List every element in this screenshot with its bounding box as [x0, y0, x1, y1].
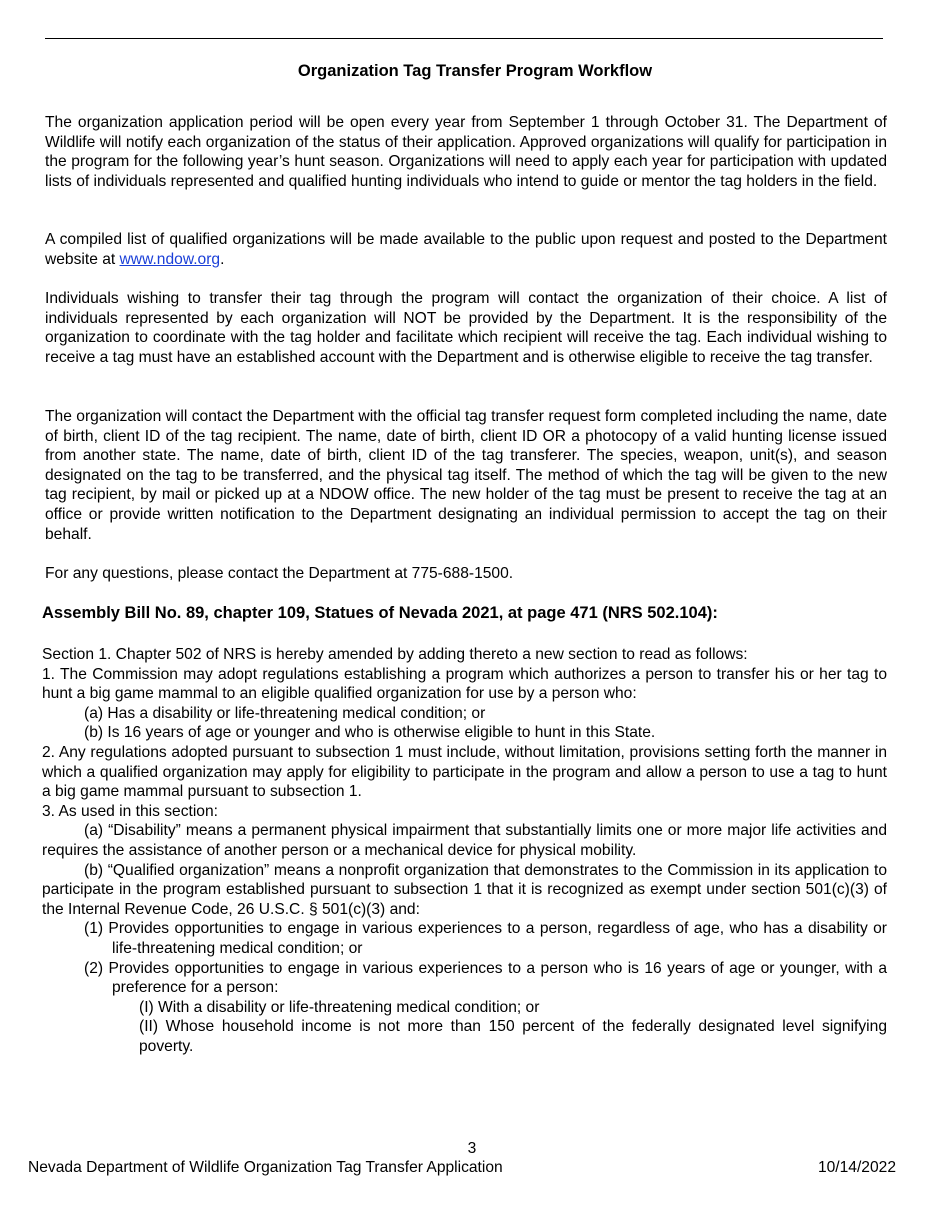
header-rule — [45, 38, 883, 39]
bill-item-3b1: (1) Provides opportunities to engage in various experiences to a person, regardless of age, who has a disability or life-threatening medical condition; or — [84, 920, 887, 957]
bill-item-3b2-I: (I) With a disability or life-threatening medical condition; or — [139, 998, 540, 1016]
paragraph-qualified-list — [45, 230, 887, 269]
paragraph-application-period: The organization application period will be open every year from September 1 through October 31. The Department of Wildlife will notify each organization of the status of their application. Approved organizations will qualify for participation in the program for the following year’s hunt season. Organizations will need to apply each year for participation with updated lists of individuals represented and qualified hunting individuals who intend to guide or mentor the tag holders in the field. — [45, 114, 887, 190]
footer-document-title: Nevada Department of Wildlife Organization Tag Transfer Application — [28, 1159, 503, 1176]
bill-item-3a: (a) “Disability” means a permanent physical impairment that substantially limits one or more major life activities and requires the assistance of another person or a mechanical device for physical mobility. — [42, 822, 887, 859]
paragraph-contact: For any questions, please contact the Department at 775-688-1500. — [45, 565, 514, 582]
bill-item-3b2: (2) Provides opportunities to engage in various experiences to a person who is 16 years of age or younger, with a preference for a person: — [84, 959, 887, 997]
bill-heading: Assembly Bill No. 89, chapter 109, Statues of Nevada 2021, at page 471 (NRS 502.104): — [42, 604, 718, 622]
bill-subsection-2: 2. Any regulations adopted pursuant to subsection 1 must include, without limitation, provisions setting forth the manner in which a qualified organization may apply for eligibility to participate in the program and allow a person to use a tag to hunt a big game mammal pursuant to subsection 1. — [42, 743, 887, 801]
bill-text — [42, 645, 887, 1056]
bill-item-3b2-II: (II) Whose household income is not more than 150 percent of the federally designated level signifying poverty. — [139, 1018, 887, 1055]
bill-item-1b: (b) Is 16 years of age or younger and who is otherwise eligible to hunt in this State. — [84, 724, 656, 742]
bill-section-intro: Section 1. Chapter 502 of NRS is hereby amended by adding thereto a new section to read as follows: — [42, 646, 748, 663]
paragraph-text: A compiled list of qualified organizations will be made available to the public upon request and posted to the Department website at — [45, 231, 887, 268]
paragraph-individuals: Individuals wishing to transfer their tag through the program will contact the organization of their choice. A list of individuals represented by each organization will NOT be provided by the Department. It is the responsibility of the organization to coordinate with the tag holder and facilitate which recipient will receive the tag. Each individual wishing to receive a tag must have an established account with the Department and is otherwise eligible to receive the tag transfer. — [45, 290, 887, 366]
ndow-website-link[interactable]: www.ndow.org — [119, 250, 221, 268]
footer-date: 10/14/2022 — [817, 1159, 896, 1176]
page-number: 3 — [467, 1140, 477, 1157]
paragraph-text-end: . — [220, 250, 225, 268]
page-title: Organization Tag Transfer Program Workflow — [297, 62, 653, 80]
bill-subsection-3: 3. As used in this section: — [42, 802, 218, 820]
paragraph-transfer-request: The organization will contact the Department with the official tag transfer request form completed including the name, date of birth, client ID of the tag recipient. The name, date of birth, client ID OR a photocopy of a valid hunting license issued from another state. The name, date of birth, client ID of the tag transferer. The species, weapon, unit(s), and season designated on the tag to be transferred, and the physical tag itself. The method of which the tag will be given to the new tag recipient, by mail or picked up at a NDOW office. The new holder of the tag must be present to receive the tag at an office or provide written notification to the Department designating an individual permission to accept the tag on their behalf. — [45, 408, 887, 543]
bill-subsection-1: 1. The Commission may adopt regulations establishing a program which authorizes a person to transfer his or her tag to hunt a big game mammal to an eligible qualified organization for use by a person who: — [42, 665, 887, 703]
bill-item-3b: (b) “Qualified organization” means a nonprofit organization that demonstrates to the Commission in its application to participate in the program established pursuant to subsection 1 that it is recognized as exempt under section 501(c)(3) of the Internal Revenue Code, 26 U.S.C. § 501(c)(3) and: — [42, 861, 887, 918]
bill-item-1a: (a) Has a disability or life-threatening medical condition; or — [84, 704, 486, 722]
